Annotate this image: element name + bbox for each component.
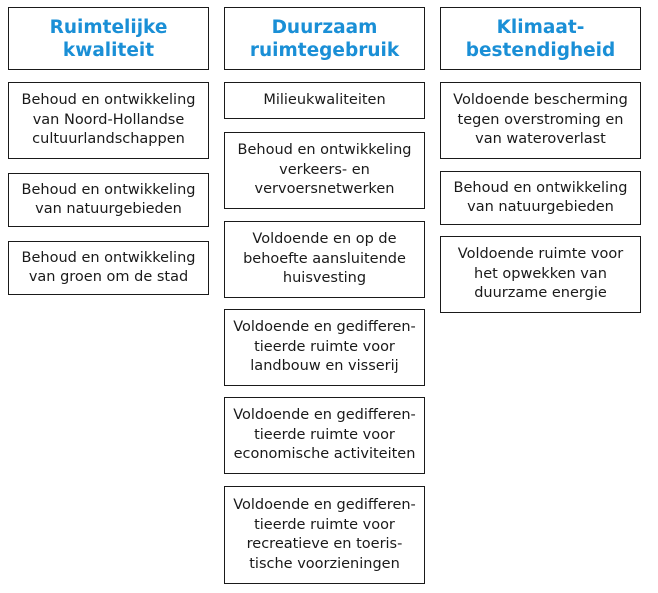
- item-natuurgebieden-2: Behoud en ontwikkeling van natuurgebieden: [440, 171, 641, 225]
- item-milieukwaliteiten: Milieukwaliteiten: [224, 82, 425, 119]
- item-overstroming-wateroverlast: Voldoende bescherming tegen overstroming en van wateroverlast: [440, 82, 641, 159]
- item-recreatieve-voorzieningen: Voldoende en gedifferen- tieerde ruimte voor recreatieve en toeris- tische voorzieningen: [224, 486, 425, 584]
- header-ruimtelijke-kwaliteit: Ruimtelijke kwaliteit: [8, 7, 209, 70]
- item-groen-om-de-stad: Behoud en ontwikkeling van groen om de stad: [8, 241, 209, 295]
- header-klimaatbestendigheid: Klimaat- bestendigheid: [440, 7, 641, 70]
- item-landbouw-visserij: Voldoende en gedifferen- tieerde ruimte voor landbouw en visserij: [224, 309, 425, 386]
- item-huisvesting: Voldoende en op de behoefte aansluitende huisvesting: [224, 221, 425, 298]
- item-cultuurlandschappen: Behoud en ontwikkeling van Noord-Hollandse cultuurlandschappen: [8, 82, 209, 159]
- item-natuurgebieden-1: Behoud en ontwikkeling van natuurgebieden: [8, 173, 209, 227]
- header-duurzaam-ruimtegebruik: Duurzaam ruimtegebruik: [224, 7, 425, 70]
- item-economische-activiteiten: Voldoende en gedifferen- tieerde ruimte voor economische activiteiten: [224, 397, 425, 474]
- item-vervoersnetwerken: Behoud en ontwikkeling verkeers- en vervoersnetwerken: [224, 132, 425, 209]
- item-duurzame-energie: Voldoende ruimte voor het opwekken van duurzame energie: [440, 236, 641, 313]
